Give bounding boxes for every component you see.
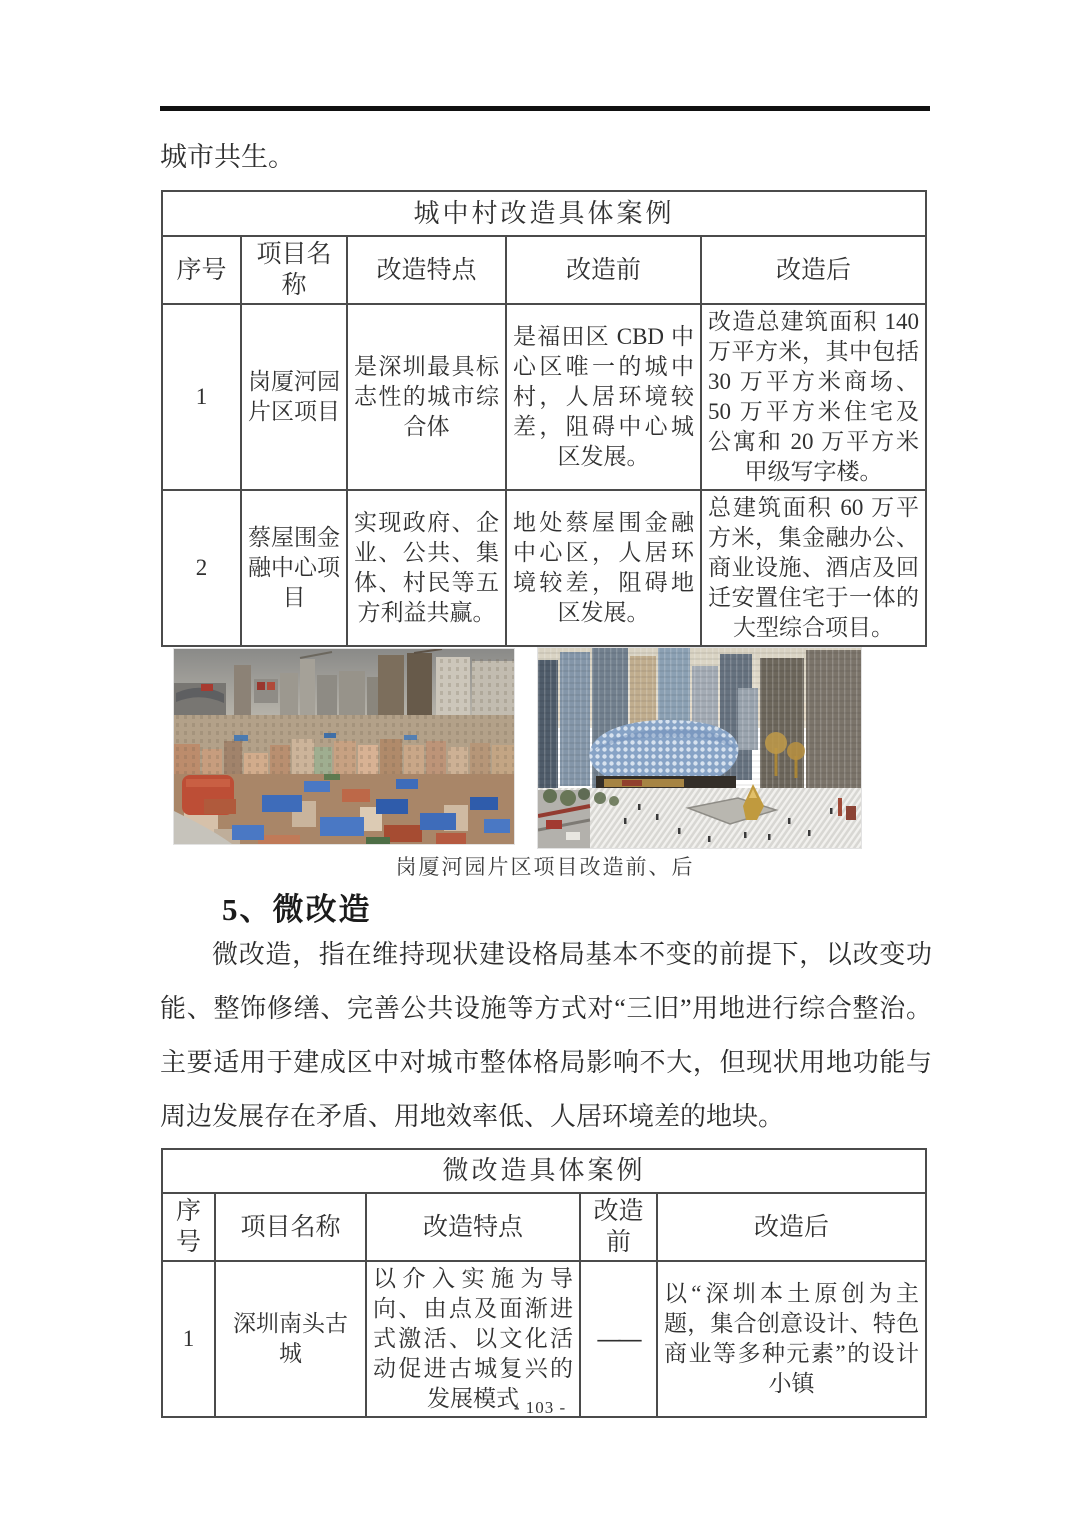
lead-text: 城市共生。 — [160, 142, 295, 172]
header-cell: 项目名称 — [241, 236, 347, 304]
table-cell: 以“深圳本土原创为主题，集合创意设计、特色商业等多种元素”的设计小镇 — [657, 1261, 926, 1417]
header-cell: 改造前 — [580, 1193, 657, 1261]
table-title: 微改造具体案例 — [162, 1149, 926, 1193]
table-row — [162, 1261, 926, 1417]
header-cell: 改造前 — [506, 236, 701, 304]
header-cell: 改造后 — [657, 1193, 926, 1261]
page-number: - 103 - — [513, 1398, 567, 1417]
section-paragraph: 微改造，指在维持现状建设格局基本不变的前提下，以改变功能、整饰修缮、完善公共设施等方式对“三旧”用地进行综合整治。主要适用于建成区中对城市整体格局影响不大，但现状用地功能与周边发展存在矛盾、用地效率低、人居环境差的地块。 — [160, 940, 932, 1131]
table-cell: 蔡屋围金融中心项目 — [241, 490, 347, 646]
table-cell: —— — [580, 1261, 657, 1417]
header-cell: 项目名称 — [215, 1193, 366, 1261]
top-rule — [160, 106, 930, 111]
table-header-row — [162, 1193, 926, 1261]
table-cell: 以介入实施为导向、由点及面渐进式激活、以文化活动促进古城复兴的发展模式 — [366, 1261, 580, 1417]
table-cell: 实现政府、企业、公共、集体、村民等五方利益共赢。 — [347, 490, 506, 646]
table-title-row — [162, 1149, 926, 1193]
section-heading: 5、微改造 — [222, 892, 372, 927]
table-micro-renovation-cases — [161, 1148, 927, 1418]
table-cell: 2 — [162, 490, 241, 646]
table-row — [162, 304, 926, 490]
photo-before-renovation — [173, 648, 515, 845]
header-cell: 序号 — [162, 236, 241, 304]
foreground-houses — [174, 774, 514, 844]
table-cell: 1 — [162, 304, 241, 490]
header-cell: 序号 — [162, 1193, 215, 1261]
table-cell: 改造总建筑面积 140 万平方米，其中包括 30 万平方米商场、50 万平方米住宅及公寓和 20 万平方米甲级写字楼。 — [701, 304, 926, 490]
photo-after-renovation — [537, 647, 862, 849]
table-row — [162, 490, 926, 646]
figure-caption: 岗厦河园片区项目改造前、后 — [395, 855, 695, 879]
table-cell: 总建筑面积 60 万平方米，集金融办公、商业设施、酒店及回迁安置住宅于一体的大型综合项目。 — [701, 490, 926, 646]
table-title: 城中村改造具体案例 — [162, 191, 926, 236]
table-header-row — [162, 236, 926, 304]
table-title-row — [162, 191, 926, 236]
header-cell: 改造特点 — [366, 1193, 580, 1261]
plaza-foreground — [538, 784, 861, 848]
table-urban-village-cases — [161, 190, 927, 647]
table-cell: 地处蔡屋围金融中心区，人居环境较差，阻碍地区发展。 — [506, 490, 701, 646]
header-cell: 改造特点 — [347, 236, 506, 304]
table-cell: 是福田区 CBD 中心区唯一的城中村，人居环境较差，阻碍中心城区发展。 — [506, 304, 701, 490]
table-cell: 是深圳最具标志性的城市综合体 — [347, 304, 506, 490]
table-cell: 深圳南头古城 — [215, 1261, 366, 1417]
table-cell: 1 — [162, 1261, 215, 1417]
header-cell: 改造后 — [701, 236, 926, 304]
table-cell: 岗厦河园片区项目 — [241, 304, 347, 490]
